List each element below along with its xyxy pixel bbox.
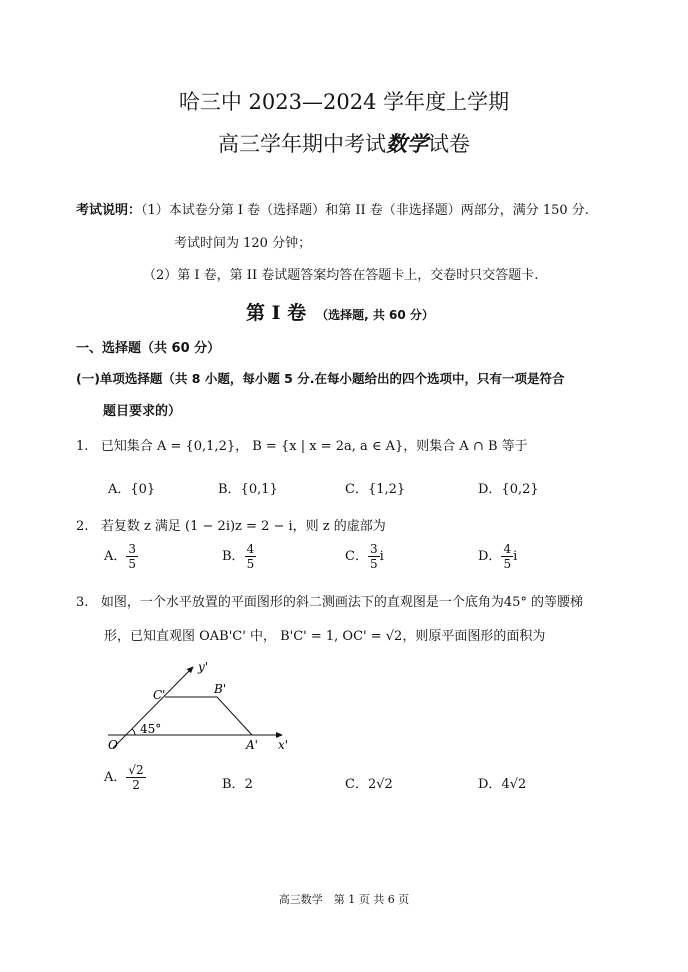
q1-option-d: D．{0,2}	[478, 482, 539, 497]
q2-option-d	[478, 542, 517, 571]
numerator: 4	[503, 542, 512, 556]
part1-heading	[246, 298, 434, 325]
trapezoid-figure	[100, 655, 300, 760]
instruction-item1: （1）本试卷分第 I 卷（选择题）和第 II 卷（非选择题）两部分，满分 150 分.	[141, 203, 589, 218]
title-suffix: 试卷	[428, 132, 470, 156]
option-label: A．	[104, 549, 127, 564]
label-o: O	[108, 738, 118, 752]
label-y: y'	[198, 660, 209, 674]
fraction	[126, 542, 138, 571]
q1-option-c: C．{1,2}	[345, 482, 406, 497]
option-value: 4√2	[501, 777, 527, 792]
option-label: C．	[345, 549, 368, 564]
q1-option-b: B．{0,1}	[218, 482, 278, 497]
fraction	[126, 763, 145, 792]
angle-arc	[132, 729, 135, 735]
q2-option-c	[345, 542, 384, 571]
imag-unit: i	[513, 549, 518, 564]
option-label: D．	[478, 549, 502, 564]
title-subject: 数学	[386, 131, 428, 156]
subsection1-line2: 题目要求的）	[103, 404, 182, 419]
option-label: B．	[222, 549, 245, 564]
option-value: 2	[244, 777, 253, 792]
option-label: C．	[345, 777, 368, 792]
subsection1-line1: (一)单项选择题（共 8 小题，每小题 5 分.在每小题给出的四个选项中，只有一项是符合	[76, 371, 565, 386]
numerator: 3	[369, 542, 378, 556]
numerator: 3	[128, 542, 137, 556]
instructions-label: 考试说明：	[76, 203, 142, 218]
question-number: 1.	[76, 439, 89, 454]
question-1	[76, 435, 528, 454]
page-footer: 高三数学 第 1 页 共 6 页	[278, 893, 410, 906]
denominator: 2	[132, 778, 140, 792]
label-x: x'	[278, 738, 289, 752]
denominator: 5	[128, 557, 137, 571]
label-a: A'	[246, 738, 258, 752]
q3-option-d	[478, 773, 526, 792]
title-line1: 哈三中 2023—2024 学年度上学期	[178, 90, 510, 114]
label-angle: 45°	[140, 722, 162, 736]
part1-subtitle: （选择题, 共 60 分）	[316, 308, 434, 322]
option-label: A．	[104, 770, 127, 785]
q3-option-b	[222, 773, 253, 792]
fraction	[245, 542, 257, 571]
question-text: 若复数 z 满足 (1 − 2i)z = 2 − i，则 z 的虚部为	[100, 519, 386, 534]
question-text: 已知集合 A = {0,1,2}， B = {x | x = 2a, a ∈ A}，则集合 A ∩ B 等于	[100, 439, 528, 454]
option-label: D．	[478, 777, 502, 792]
title-line2	[0, 128, 688, 158]
fraction	[368, 542, 380, 571]
q2-option-a	[104, 542, 138, 571]
fraction	[501, 542, 513, 571]
q3-option-c	[345, 773, 393, 792]
question-3	[76, 591, 583, 610]
denominator: 5	[369, 557, 378, 571]
q3-option-a	[104, 763, 146, 792]
label-c: C'	[153, 688, 166, 702]
section1-heading: 一、选择题（共 60 分）	[76, 341, 221, 356]
imag-unit: i	[379, 549, 384, 564]
instruction-item2: （2）第 I 卷，第 II 卷试题答案均答在答题卡上，交卷时只交答题卡.	[143, 268, 539, 283]
question-number: 2.	[76, 519, 89, 534]
instructions-line1	[76, 199, 589, 218]
trapezoid-edges	[165, 697, 252, 735]
question-2	[76, 515, 386, 534]
q2-option-b	[222, 542, 256, 571]
option-label: B．	[222, 777, 245, 792]
numerator: 4	[246, 542, 255, 556]
part1-title: 第 I 卷	[246, 302, 307, 324]
label-b: B'	[214, 682, 227, 696]
option-value: 2√2	[367, 777, 393, 792]
numerator: √2	[128, 763, 144, 777]
denominator: 5	[246, 557, 255, 571]
question-number: 3.	[76, 595, 89, 610]
instruction-item1-cont: 考试时间为 120 分钟；	[174, 236, 312, 251]
question-3-cont: 形，已知直观图 OAB'C' 中， B'C' = 1, OC' = √2，则原平面图形的面积为	[104, 629, 546, 644]
question-text: 如图，一个水平放置的平面图形的斜二测画法下的直观图是一个底角为45° 的等腰梯	[100, 595, 583, 610]
q1-option-a: A．{0}	[108, 482, 156, 497]
denominator: 5	[503, 557, 512, 571]
title-prefix: 高三学年期中考试	[218, 132, 386, 156]
